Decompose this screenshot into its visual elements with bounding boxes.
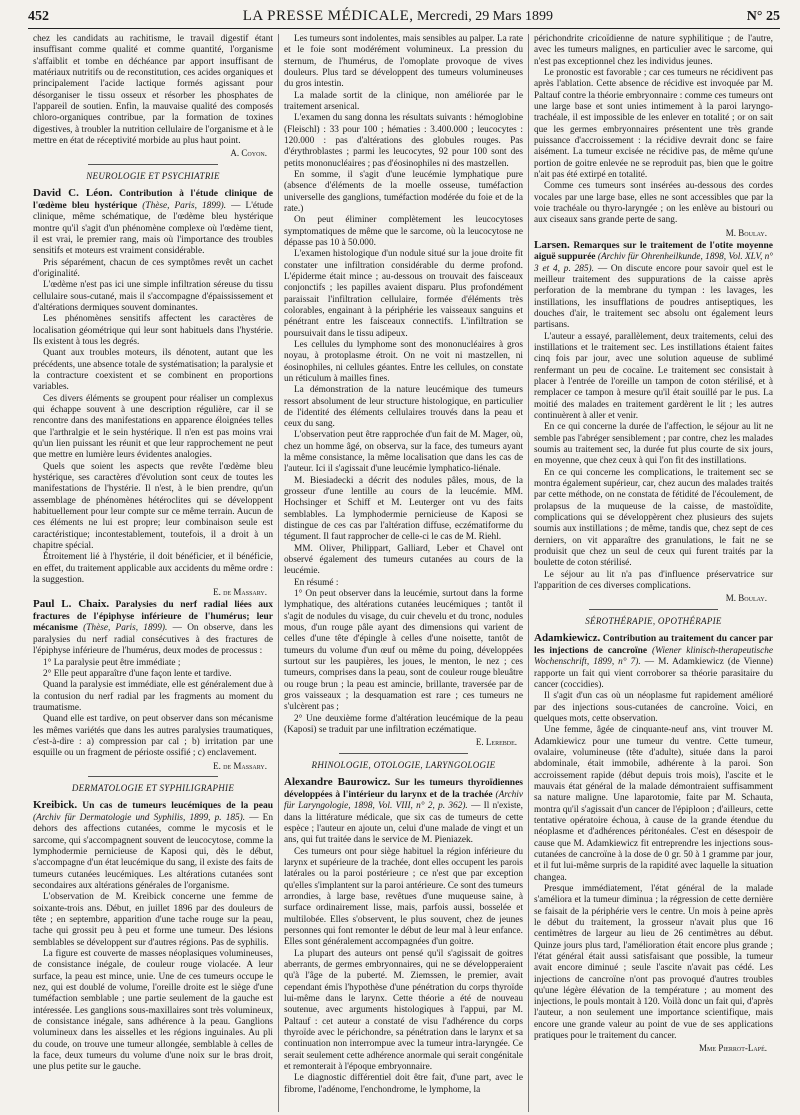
article-text: — On discute encore pour savoir quel est le meilleur traitement des suppurations de la caisse après perforation de la membrane du tympan : les lavages, les instillations, les insufflations de poudres antiseptiques, les douches d'air, le traitement sec absolu ont également leurs partisans.	[534, 263, 773, 331]
paragraph: L'observation de M. Kreibick concerne une femme de soixante-trois ans. Début, en juillet 1896 par des douleurs de tête ; en septembre, apparition d'une tache rouge sur la peau, tache qui grossit peu à peu et forme une tumeur. Des lésions semblables se développent sur d'autres régions. Pas de syphilis.	[33, 892, 273, 948]
section-divider	[339, 753, 468, 754]
paragraph: MM. Oliver, Philippart, Galliard, Leber et Chavel ont observé également des tumeurs cutanées au cours de la leucémie.	[284, 543, 523, 577]
paragraph: En ce qui concerne la durée de l'affection, le séjour au lit ne semble pas l'abréger sensiblement ; par contre, chez les malades soumis au traitement sec, la durée fut plus courte de six jours, en moyenne, que chez ceux à qui l'on fit des instillations.	[534, 422, 773, 467]
article-title: Contribution au traitement du cancer par les injections de cancroïne	[534, 634, 774, 656]
section-heading: SÉROTHÉRAPIE, OPOTHÉRAPIE	[585, 616, 722, 627]
column-right	[528, 34, 778, 1112]
paragraph: Les phénomènes sensitifs affectent les caractères de localisation géométrique qui leur sont habituels dans l'hystérie. Ils existent à tous les degrés.	[33, 314, 273, 347]
paragraph: La démonstration de la nature leucémique des tumeurs ressort absolument de leur structure histologique, en particulier de l'identité des éléments cellulaires trouvés dans la peau et ceux du sang.	[284, 385, 523, 430]
paragraph: Quant aux troubles moteurs, ils dénotent, autant que les précédents, une absence totale de systématisation; la paralysie et la contracture coexistent et se combinent en proportions variables.	[33, 348, 273, 393]
article-source: (Wiener klinisch-therapeutische Wochenschrift, 1899, n° 7).	[534, 645, 774, 668]
paragraph: Étroitement lié à l'hystérie, il doit bénéficier, et il bénéficie, en effet, du traitement applicable aux accidents du même ordre : la suggestion.	[33, 552, 273, 585]
paragraph: L'œdème n'est pas ici une simple infiltration séreuse du tissu cellulaire sous-cutané, mais il s'accompagne d'épaississement et d'altérations dermiques souvent dominantes.	[33, 280, 273, 313]
article-author: Adamkiewicz.	[534, 632, 601, 645]
paragraph: Ces tumeurs ont pour siège habituel la région inférieure du larynx et supérieure de la trachée, dont elles occupent les parois latérales ou la paroi postérieure ; ce n'est que par exception qu'elles s'implantent sur la paroi antérieure. Ce sont des tumeurs arrondies, à large base, revêtues d'une muqueuse saine, à surface ordinairement lisse, mais, parfois aussi, bosselée et multilobée. Elles s'observent, le plus souvent, chez de jeunes personnes qui font remonter le début de leur mal à leur enfance. Elles sont généralement accompagnées d'un goitre.	[284, 846, 523, 948]
paragraph: Quand la paralysie est immédiate, elle est généralement due à la contusion du nerf radial par les fragments au moment du traumatisme.	[33, 680, 273, 713]
issue-date: Mercredi, 29 Mars 1899	[413, 9, 554, 24]
masthead	[243, 8, 553, 28]
paragraph: 2° Une deuxième forme d'altération leucémique de la peau (Kaposi) se traduit par une infiltration eczématique.	[284, 713, 523, 736]
article-lead	[284, 776, 523, 846]
paragraph: Pris séparément, chacun de ces symptômes revêt un cachet d'originalité.	[33, 257, 273, 280]
paragraph: Le pronostic est favorable ; car ces tumeurs ne récidivent pas après l'ablation. Cette absence de récidive est invoquée par M. Paltauf contre la théorie embryonnaire : comme ces tumeurs ont une large base et sont unies intimement à la paroi laryngo-trachéale, il est impossible de les enlever en totalité ; or on sait que les germes embryonnaires présentent une très grande puissance d'accroissement : la récidive devrait donc se faire aisément. La tumeur excisée ne récidive pas, de même qu'une portion de goitre enlevée ne se reproduit pas, bien que le goitre n'ait pas été extirpé en totalité.	[534, 67, 773, 180]
paragraph: Il s'agit d'un cas où un néoplasme fut rapidement amélioré par des injections sous-cutanées de cancroïne. Voici, en quelques mots, cette observation.	[534, 691, 773, 724]
issue-number: N° 25	[746, 9, 780, 24]
article-lead	[33, 598, 273, 657]
paragraph: L'examen du sang donna les résultats suivants : hémoglobine (Fleischl) : 33 pour 100 ; hématies : 3.400.000 ; leucocytes : 120.000 : pas d'altérations des globules rouges. Pas d'érythroblastes ; parmi les leucocytes, 92 pour 100 sont des petits mononucléaires ; pas d'éosinophiles ni des mastzellen.	[284, 113, 523, 169]
paragraph: En somme, il s'agit d'une leucémie lymphatique pure (absence d'éléments de la moelle osseuse, tuméfaction universelle des ganglions, tuméfaction modérée du foie et de la rate.)	[284, 169, 523, 214]
article-text: — En dehors des affections cutanées, comme le mycosis et le sarcome, qui s'accompagnent souvent de leucocytose, comme la lymphodermie pernicieuse de Kaposi qui, dès le début, s'accompagne d'un état leucémique du sang, il existe des faits de tumeurs cutanées leucémiques. Les altérations cutanées sont secondaires aux altérations générales de l'organisme.	[33, 813, 273, 891]
paragraph: 1° On peut observer dans la leucémie, surtout dans la forme lymphatique, des altérations cutanées leucémiques ; tantôt il s'agit de nodules du visage, du cuir chevelu et du tronc, nodules mous, d'un rouge pâle ayant des dimensions qui varient de celles d'une tête d'épingle à celles d'une noisette, tantôt de tumeurs du volume d'un œuf ou même du poing, développées surtout sur les paupières, les joues, le menton, le nez ; ces tumeurs, comprises dans la peau, sont de couleur rouge bleuâtre ou rouge brun ; la peau est amincie, brillante, traversée par de gros vaisseaux ; la desquamation est rare ; ces tumeurs ne s'ulcèrent pas ;	[284, 589, 523, 713]
author-signature: E. de Massary.	[213, 587, 267, 598]
section-divider	[88, 164, 218, 165]
article-lead	[33, 187, 273, 257]
paragraph: M. Biesiadecki a décrit des nodules pâles, mous, de la grosseur d'une lentille au cours de la leucémie. MM. Hochsinger et Schiff et M. Leuterger ont vu des faits semblables. La lymphodermie pernicieuse de Kaposi se distingue de ces cas par l'altération diffuse, eczématiforme du tégument. Il faut rapprocher de celle-ci le cas de M. Riehl.	[284, 475, 523, 543]
article-lead	[534, 632, 773, 691]
article-text: — M. Adamkiewicz (de Vienne) rapporte un fait qui vient corroborer sa théorie parasitaire du cancer (coccidies).	[534, 657, 773, 690]
page-number: 452	[28, 9, 49, 24]
article-source: (Thèse, Paris, 1899).	[83, 623, 168, 634]
article-title: Un cas de tumeurs leucémiques de la peau	[82, 801, 273, 812]
section-heading: DERMATOLOGIE ET SYPHILIGRAPHIE	[71, 783, 235, 794]
paragraph: 1° La paralysie peut être immédiate ;	[43, 657, 181, 668]
paragraph: Le diagnostic différentiel doit être fait, d'une part, avec le fibrome, l'adénome, l'enchondrome, le lymphome, la	[284, 1073, 523, 1095]
paragraph: La figure est couverte de masses néoplasiques volumineuses, de consistance inégale, de couleur rouge violacée. A leur surface, la peau est mince, unie. Une de ces tumeurs occupe le nez, qui est doublé de volume, l'oreille droite est le siège d'une tuméfaction semblable ; une partie seulement de la gauche est intéressée. Les ganglions sous-maxillaires sont très volumineux, de consistance inégale, sans adhérence à la peau. Ganglions volumineux dans les aisselles et les régions inguinales. Au pli du coude, on trouve une tumeur allongée, semblable à celles de la face, deux tumeurs du volume d'une noix sur le bras droit, une plus petite sur le gauche.	[33, 948, 273, 1073]
paragraph: Les cellules du lymphome sont des mononucléaires à gros noyau, à protoplasme étroit. On ne voit ni mastzellen, ni éosinophiles, ni cellules géantes. Entre les cellules, on constate un réticulum à mailles fines.	[284, 339, 523, 384]
article-source: (Archiv für Laryngologie, 1898, Vol. VIII, n° 2, p. 362).	[284, 789, 524, 812]
paragraph: Quand elle est tardive, on peut observer dans son mécanisme les mêmes variétés que dans les autres paralysies traumatiques, c'est-à-dire : a) compression par cal ; b) irritation par une esquille ou un fragment de périoste ossifié ; c) enclavement.	[33, 714, 273, 759]
article-lead	[534, 239, 773, 332]
article-source: (Archiv für Ohrenheilkunde, 1898, Vol. XLV, n° 3 et 4, p. 285).	[534, 252, 774, 274]
author-signature: A. Coyon.	[230, 148, 267, 159]
section-heading: RHINOLOGIE, OTOLOGIE, LARYNGOLOGIE	[311, 760, 496, 771]
article-title: Paralysies du nerf radial liées aux fractures de l'épiphyse inférieure de l'humérus; leur mécanisme	[33, 600, 273, 634]
text-columns	[28, 34, 780, 1112]
paragraph: L'auteur a essayé, parallèlement, deux traitements, celui des instillations et le traitement sec. Les instillations étaient faites cinq fois par jour, avec une solution aqueuse de sublimé renfermant un peu de cocaïne. Le traitement sec consistait à placer à l'entrée de l'oreille un tampon de coton stérilisé, et à remplacer ce tampon à mesure qu'il était souillé par le pus. La moitié des malades en traitement gardèrent le lit ; les autres continuèrent à aller et venir.	[534, 331, 773, 421]
column-middle	[278, 34, 528, 1112]
article-title: Sur les tumeurs thyroïdiennes développées à l'intérieur du larynx et de la trachée	[284, 778, 523, 800]
page-header	[28, 6, 780, 29]
paragraph: chez les candidats au rachitisme, le travail digestif étant insuffisant comme qualité et comme quantité, l'organisme s'affaiblit et tombe en déchéance par apport insuffisant de matériaux nutritifs ou de reconstitution, ces acides organiques et principalement l'acide lactique formés agissant pour désorganiser le tissu osseux et résorber les phosphates de l'appareil de soutien. Enfin, la mauvaise qualité des composés chloro-organiques contribue, par la formation de toxines digestives, à troubler la nutrition cellulaire de l'organisme et à le mettre en état de réceptivité morbide au plus haut point.	[33, 34, 273, 146]
paragraph: L'observation peut être rapprochée d'un fait de M. Mager, où, chez un homme âgé, on observa, sur la face, des tumeurs ayant la même consistance, la même localisation que dans les cas de l'auteur. Ici il s'agissait d'une leucémie lymphatico-liénale.	[284, 430, 523, 475]
column-left	[28, 34, 278, 1112]
article-author: Larsen.	[534, 238, 570, 251]
paragraph: On peut éliminer complètement les leucocytoses symptomatiques de même que le sarcome, où la leucocytose ne dépasse pas 10 à 50.000.	[284, 215, 523, 248]
article-text: — L'étude clinique, même schématique, de l'œdème bleu hystérique montre qu'il s'agit d'un phénomène complexe où l'œdème tient, il est vrai, le premier rang, mais où l'importance des troubles sensitifs et moteurs est vraiment considérable.	[33, 200, 274, 257]
author-signature: E. de Massary.	[213, 760, 267, 771]
author-signature: Mme Pierrot-Lapé.	[698, 1043, 767, 1054]
author-signature: E. Lerebde.	[475, 737, 517, 748]
paragraph: Les tumeurs sont indolentes, mais sensibles au palper. La rate et le foie sont modérément volumineux. La pression du sternum, de l'humérus, de l'omoplate provoque de vives douleurs. Plus tard se développent des tumeurs volumineuses du gros intestin.	[284, 34, 524, 90]
section-divider	[88, 776, 218, 777]
paragraph: L'examen histologique d'un nodule situé sur la joue droite fit constater une infiltration considérable du derme profond. L'épiderme était mince ; au-dessous on trouvait des faisceaux conjonctifs ; les papilles avaient disparu. Plus profondément paraissait l'infiltration cellulaire, formée d'éléments très colorables, engainant à la périphérie les vaisseaux sanguins et pénétrant entre les faisceaux connectifs. L'infiltration se poursuivait dans le tissu adipeux.	[284, 249, 523, 339]
paragraph: Presque immédiatement, l'état général de la malade s'améliora et la tumeur diminua ; la régression de cette dernière se faisait de la périphérie vers le centre. Un mois à peine après le début du traitement, la grosseur n'avait plus que 16 centimètres de largeur au lieu de 26 centimètres au début. Quinze jours plus tard, l'amélioration était encore plus grande ; l'état général était aussi satisfaisant que possible, la tumeur avait encore diminué ; seule l'ascite n'avait pas cédé. Les injections de cancroïne n'ont pas provoqué d'autres troubles qu'une légère élévation de la température ; au moment des injections, le pouls montait à 120. Voilà donc un fait qui, d'après l'auteur, a non seulement une importance scientifique, mais encore une grande valeur au point de vue de ses applications pratiques pour le traitement du cancer.	[534, 883, 773, 1042]
article-lead	[33, 799, 273, 892]
section-heading: NEUROLOGIE ET PSYCHIATRIE	[86, 171, 220, 182]
article-text: — Il n'existe, dans la littérature médicale, que six cas de tumeurs de cette espèce ; l'auteur en ajoute un, celui d'une malade de vingt et un ans, qui fut traitée dans le service de M. Pieniazek.	[284, 801, 523, 846]
author-signature: M. Boulay.	[725, 227, 767, 238]
article-author: Kreibick.	[33, 799, 78, 812]
journal-title: LA PRESSE MÉDICALE,	[242, 8, 414, 24]
paragraph: périchondrite cricoïdienne de nature syphilitique ; de l'autre, avec les tumeurs malignes, en particulier avec le sarcome, qui n'est pas exceptionnel chez les individus jeunes.	[534, 34, 773, 67]
paragraph: 2° Elle peut apparaître d'une façon lente et tardive.	[43, 668, 232, 679]
article-title: Remarques sur le traitement de l'otite moyenne aiguë suppurée	[534, 240, 774, 263]
paragraph: Le séjour au lit n'a pas d'influence préservatrice sur l'apparition de ces diverses complications.	[534, 569, 773, 591]
paragraph: Une femme, âgée de cinquante-neuf ans, vint trouver M. Adamkiewicz pour une tumeur du ventre. Cette tumeur, ovalaire, volumineuse (tête d'adulte), située dans la paroi abdominale, était immobile, adhérente à la paroi. Son accroissement rapide (début depuis trois mois), l'ascite et le mauvais état général de la malade démontraient suffisamment sa nature maligne. Une laparotomie, faite par M. Schauta, montra qu'il s'agissait d'un cancer de l'épiploon ; d'ailleurs, cette tentative opératoire échoua, à cause de la grande étendue du néoplasme et d'adhérences péritonéales. C'est en désespoir de cause que M. Adamkiewicz fit entreprendre les injections sous-cutanées de cancroïne à la dose de 0 gr. 50 à 1 gramme par jour, et il fut lui-même surpris de la rapidité avec laquelle la situation changea.	[534, 725, 773, 883]
paragraph: En ce qui concerne les complications, le traitement sec se montra également supérieur, car, chez aucun des malades traités par cette méthode, on ne constata de fétidité de l'écoulement, de prolapsus de la muqueuse de la caisse, de mastoïdite, complications qui se développèrent chez plusieurs des sujets soumis aux instillations ; de même, tandis que, chez sept de ces derniers, on vit apparaître des granulations, le fait ne se produisit que chez un seul de ceux qui furent traités par la boulette de coton stérilisé.	[534, 467, 773, 569]
article-source: (Thèse, Paris, 1899).	[142, 200, 227, 211]
section-divider	[589, 609, 718, 610]
paragraph: La malade sortit de la clinique, non améliorée par le traitement arsenical.	[284, 90, 523, 112]
article-source: (Archiv für Dermatologie und Syphilis, 1899, p. 185).	[33, 813, 246, 824]
paragraph: La plupart des auteurs ont pensé qu'il s'agissait de goitres aberrants, de germes embryonnaires, qui ne se développeraient qu'à l'âge de la puberté. M. Ziemssen, le premier, avait cependant émis l'hypothèse d'une pénétration du corps thyroïde lui-même dans le larynx. Cette théorie a été de nouveau soutenue, avec arguments histologiques à l'appui, par M. Paltauf : cet auteur a constaté de visu l'adhérence du corps thyroïde avec le périchondre, sa pénétration dans le larynx et sa continuation non interrompue avec la tumeur intra-laryngée. Ce serait seulement cette adhérence anormale qui serait congénitale et remonterait à l'époque embryonnaire.	[284, 948, 523, 1072]
article-title: Contribution à l'étude clinique de l'œdème bleu hystérique	[33, 189, 273, 211]
article-text: — On observe, dans les paralysies du nerf radial consécutives à des fractures de l'épiphyse inférieure de l'humérus, deux modes de processus :	[33, 623, 274, 657]
author-signature: M. Boulay.	[725, 593, 767, 604]
article-author: Alexandre Baurowicz.	[284, 776, 391, 789]
paragraph: Quels que soient les aspects que revête l'œdème bleu hystérique, ses caractères d'évolution sont ceux de toutes les manifestations de l'hystérie. Il n'est, à le bien prendre, qu'un assemblage de phénomènes hétéroclites qui se développent habituellement pour leur compte sur ce même terrain. Aucun de ces éléments ne lui est propre; leur combinaison seule est caractéristique; incontestablement, toutefois, il a droit à un chapitre spécial.	[33, 461, 273, 551]
paragraph: Ces divers éléments se groupent pour réaliser un complexus qui échappe souvent à une description régulière, car il se rencontre dans des manifestations en apparence éloignées telles que l'arthralgie et le sein hystérique. Il n'en est pas moins vrai qu'un lien puissant les réunit et que leur rapprochement ne peut que mettre en lumière leurs évidentes analogies.	[33, 393, 273, 461]
article-author: Paul L. Chaix.	[33, 598, 110, 611]
article-author: David C. Léon.	[33, 187, 113, 200]
paragraph: Comme ces tumeurs sont insérées au-dessous des cordes vocales par une large base, elles ne sont accessibles que par la voie trachéale ou thyro-laryngée ; on les enlève au bistouri ou aux ciseaux sans grande perte de sang.	[534, 181, 773, 226]
paragraph: En résumé :	[294, 577, 339, 588]
